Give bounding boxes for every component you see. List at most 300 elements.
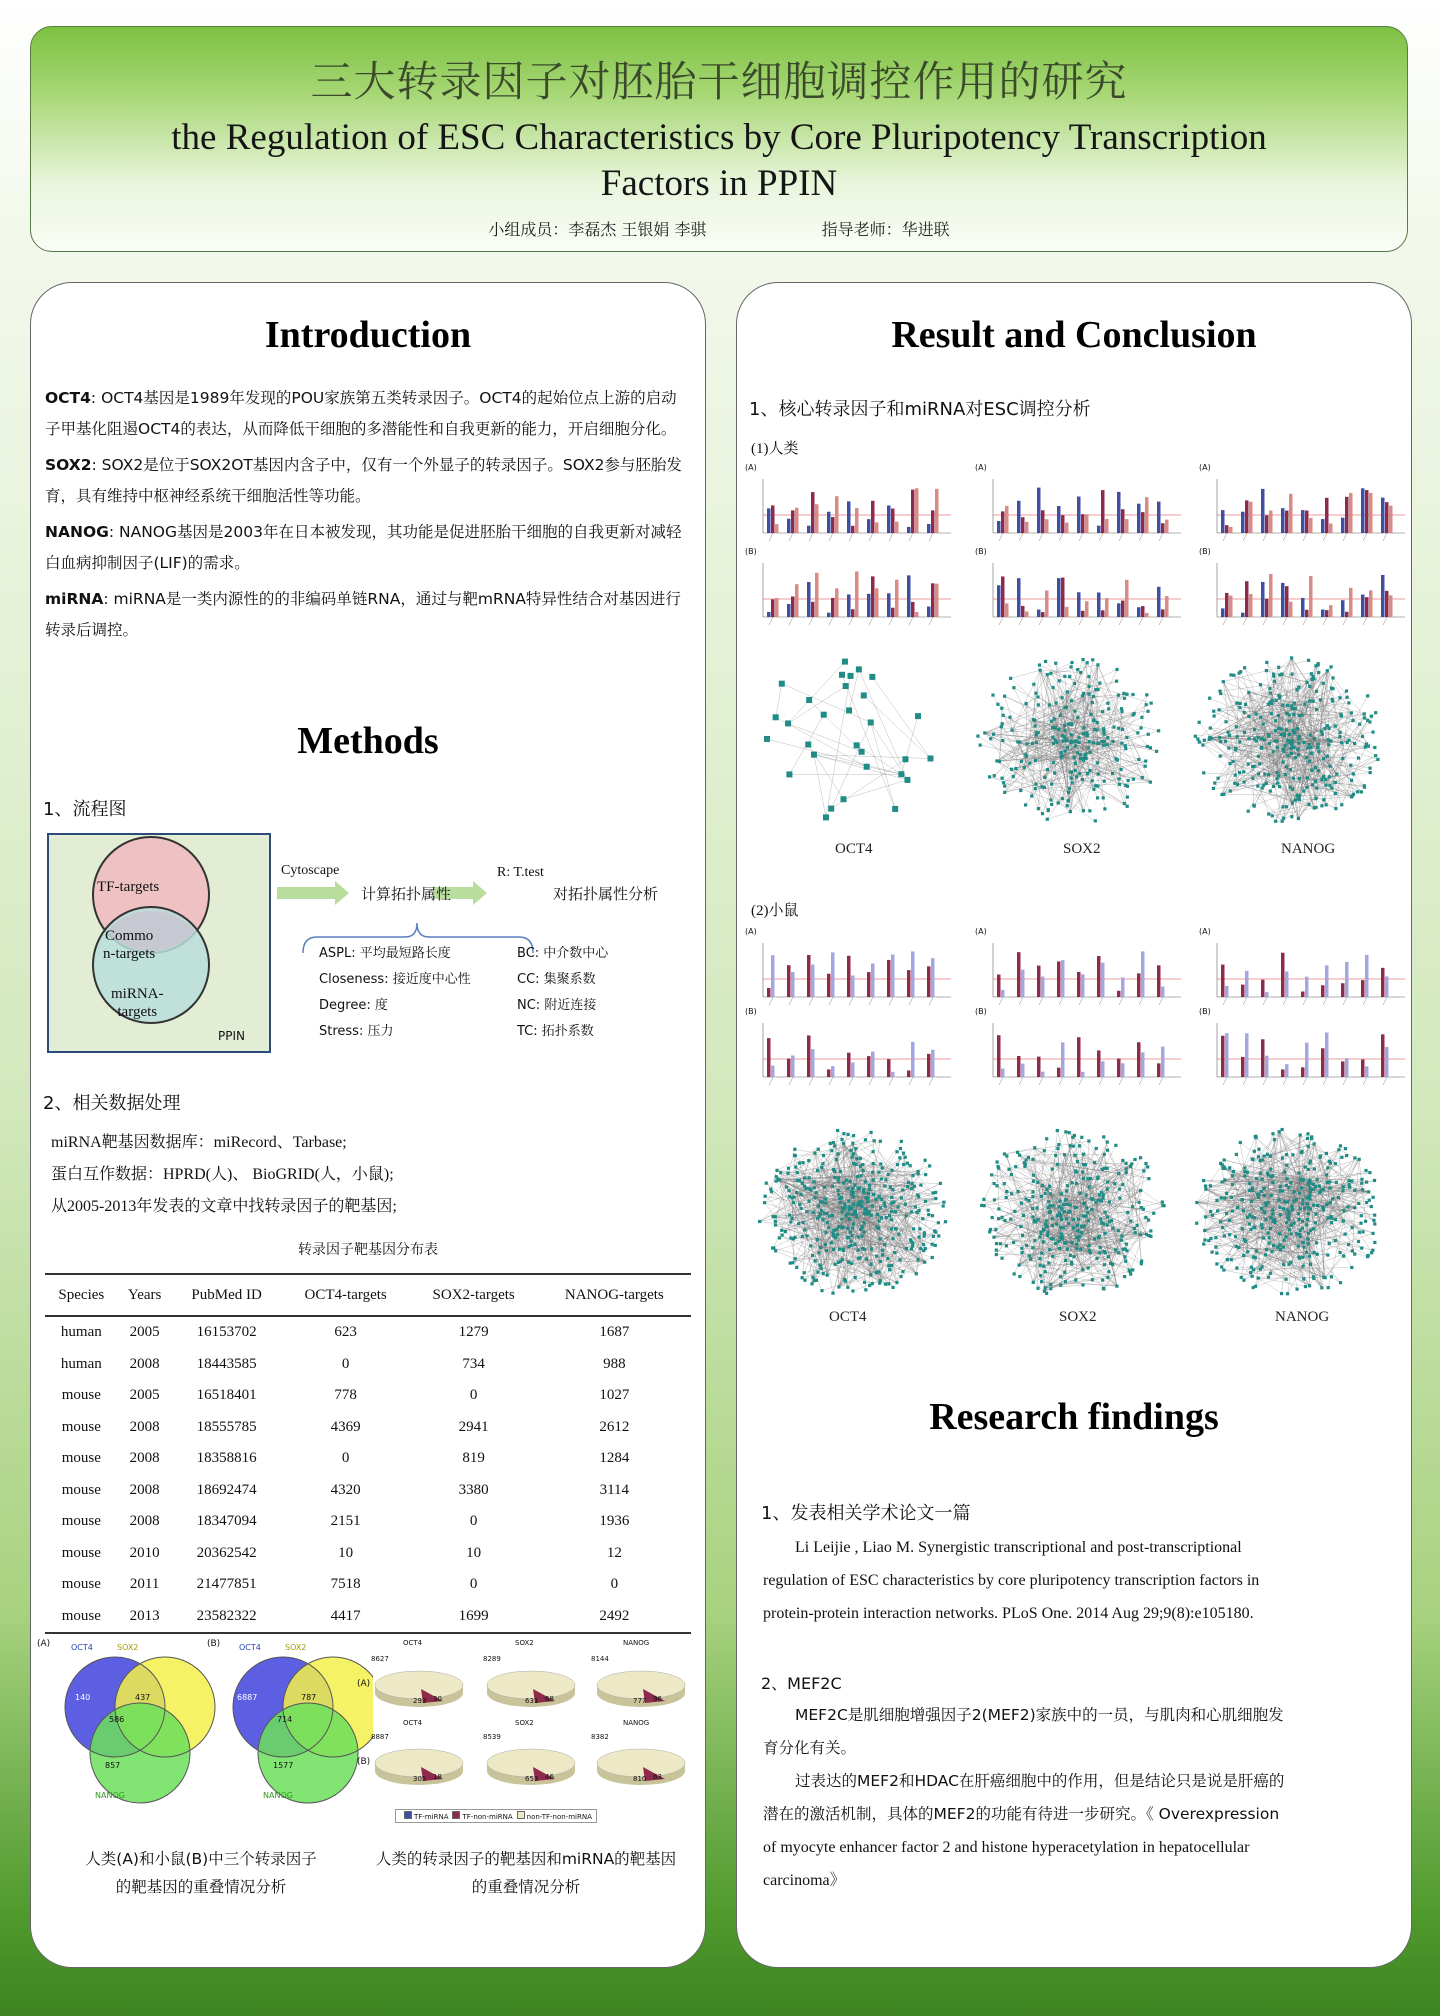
network-node (1147, 1177, 1150, 1180)
network-node (1277, 774, 1280, 777)
network-node (1094, 784, 1097, 787)
mini-bar (1285, 586, 1289, 617)
network-node (1107, 707, 1110, 710)
network-node (1095, 1257, 1098, 1260)
network-node (852, 1222, 855, 1225)
network-node (1123, 697, 1126, 700)
network-node (1060, 751, 1063, 754)
network-node (1330, 1217, 1333, 1220)
network-node (856, 1175, 859, 1178)
network-node (1364, 745, 1367, 748)
pie-legend (395, 1809, 597, 1823)
mini-bar (1017, 1056, 1021, 1077)
network-node (805, 1234, 808, 1237)
network-node (831, 1185, 834, 1188)
mini-bar (1341, 518, 1345, 533)
pie-label: 777 (633, 1697, 647, 1705)
network-node (1262, 722, 1265, 725)
mini-bar (1097, 592, 1101, 617)
network-node (837, 1285, 840, 1288)
mini-bar (1101, 1061, 1105, 1077)
mini-bar (887, 505, 891, 533)
publication-line3: protein-protein interaction networks. PLoS One. 2014 Aug 29;9(8):e105180. (763, 1605, 1254, 1622)
mef2c-line2: 育分化有关。 (763, 1739, 857, 1757)
pie-label: 8627 (371, 1655, 389, 1663)
network-node (1129, 1219, 1132, 1222)
network-node (1081, 1170, 1084, 1173)
network-node (890, 1264, 893, 1267)
network-node (1091, 1278, 1094, 1281)
network-node (1307, 1145, 1310, 1148)
network-node (1060, 1192, 1063, 1195)
network-node (819, 1267, 822, 1270)
network-node (1219, 1220, 1222, 1223)
network-node (1106, 702, 1109, 705)
network-node (1243, 1174, 1246, 1177)
advisor: 指导老师：华进联 (821, 220, 950, 239)
mini-chart-tag: (B) (1199, 1007, 1211, 1016)
network-node (860, 1235, 863, 1238)
network-node (1290, 743, 1293, 746)
network-node (905, 1247, 908, 1250)
network-node (997, 1166, 1000, 1169)
network-node (1121, 1183, 1124, 1186)
network-node (1279, 1189, 1282, 1192)
network-node (1022, 1214, 1025, 1217)
network-node (763, 1201, 766, 1204)
mini-bar (827, 1069, 831, 1077)
pie-slice-large (487, 1749, 575, 1777)
table-cell: 2008 (129, 1513, 160, 1530)
mini-bar (891, 1072, 895, 1077)
network-node (1277, 666, 1280, 669)
mini-bar (997, 585, 1001, 617)
network-node (1327, 727, 1330, 730)
network-node (850, 1156, 853, 1159)
network-node (931, 1256, 934, 1259)
network-node (1070, 699, 1073, 702)
network-node (1281, 805, 1284, 808)
network-node (1285, 765, 1288, 768)
network-node (1088, 751, 1091, 754)
network-node (868, 719, 874, 725)
network-node (795, 1266, 798, 1269)
table-cell: 0 (341, 1355, 350, 1372)
network-node (1235, 725, 1238, 728)
pie-label: SOX2 (515, 1639, 534, 1647)
network-node (839, 1201, 842, 1204)
network-node (1286, 1177, 1289, 1180)
network-node (1064, 1259, 1067, 1262)
network-node (1306, 1202, 1309, 1205)
mini-bar (1329, 523, 1333, 533)
network-node (1078, 1144, 1081, 1147)
network-node (1050, 1237, 1053, 1240)
network-node (1334, 1162, 1337, 1165)
network-node (1099, 1246, 1102, 1249)
network-node (819, 1246, 822, 1249)
network-node (1326, 755, 1329, 758)
network-node (1286, 1292, 1289, 1295)
results-heading: Result and Conclusion (891, 314, 1257, 356)
network-node (1107, 1255, 1110, 1258)
mini-bar (1117, 991, 1121, 997)
network-node (1346, 1205, 1349, 1208)
mini-bar (911, 1042, 915, 1077)
network-node (990, 1173, 993, 1176)
table-cell: human (60, 1324, 102, 1341)
network-node (1342, 1209, 1345, 1212)
network-node (1253, 737, 1256, 740)
network-node (1342, 1185, 1345, 1188)
network-node (864, 1180, 867, 1183)
venn-caption-line1: 人类(A)和小鼠(B)中三个转录因子 (85, 1850, 317, 1868)
network-node (813, 1279, 816, 1282)
mini-bar (1261, 489, 1265, 533)
network-node (994, 1228, 997, 1231)
network-node (1292, 1190, 1295, 1193)
mini-chart-tag: (A) (975, 463, 987, 472)
network-node (1133, 1227, 1136, 1230)
mini-bar (1241, 512, 1245, 533)
network-node (1265, 661, 1268, 664)
network-node (842, 1249, 845, 1252)
title-english-line2: Factors in PPIN (600, 163, 838, 204)
network-node (1368, 767, 1371, 770)
def-closeness: Closeness: 接近度中心性 (319, 972, 471, 987)
network-node (1195, 1222, 1198, 1225)
network-node (853, 1210, 856, 1213)
network-node (1257, 772, 1260, 775)
network-node (1118, 1197, 1121, 1200)
pie-slice-large (375, 1749, 463, 1777)
mini-bar (1081, 1072, 1085, 1077)
network-node (1337, 1196, 1340, 1199)
network-node (1087, 1186, 1090, 1189)
network-node (1222, 1268, 1225, 1271)
network-node (910, 1187, 913, 1190)
network-node (864, 1288, 867, 1291)
network-node (1261, 786, 1264, 789)
network-node (1331, 676, 1334, 679)
mini-bar (1137, 504, 1141, 533)
network-node (1230, 1258, 1233, 1261)
mini-bar (1097, 1050, 1101, 1077)
network-node (1092, 788, 1095, 791)
sox2-label: SOX2 (45, 456, 92, 474)
mini-bar (1229, 527, 1233, 533)
network-node (1305, 786, 1308, 789)
network-node (1279, 733, 1282, 736)
network-node (1306, 1196, 1309, 1199)
network-node (1301, 1202, 1304, 1205)
mini-bar-chart (973, 555, 1185, 631)
metric-defs-left (319, 941, 471, 1045)
network-node (1295, 1288, 1298, 1291)
network-node (1289, 768, 1292, 771)
mini-bar (1041, 977, 1045, 997)
network-node (1314, 1221, 1317, 1224)
network-node (1329, 1201, 1332, 1204)
network-node (837, 1261, 840, 1264)
network-node (1018, 1264, 1021, 1267)
network-node (1016, 1190, 1019, 1193)
mini-bar (1285, 511, 1289, 533)
network-node (1115, 668, 1118, 671)
network-node (899, 1147, 902, 1150)
network-node (1044, 1286, 1047, 1289)
table-cell: human (60, 1355, 102, 1372)
network-node (819, 1200, 822, 1203)
network-node (1325, 1203, 1328, 1206)
pie-label: 293 (413, 1697, 427, 1705)
network-node (1104, 1232, 1107, 1235)
network-node (1324, 784, 1327, 787)
network-node (1303, 1207, 1306, 1210)
mini-bar (1105, 598, 1109, 617)
network-node (1269, 1227, 1272, 1230)
network-node (1277, 714, 1280, 717)
network-node (847, 1261, 850, 1264)
network-node (1082, 1163, 1085, 1166)
mini-bar-chart (743, 935, 955, 1011)
network-node (1081, 1283, 1084, 1286)
network-node (1328, 784, 1331, 787)
venn-a-val4: 857 (105, 1761, 121, 1770)
network-node (879, 1140, 882, 1143)
network-node (1288, 1228, 1291, 1231)
network-node (832, 1168, 835, 1171)
network-node (1234, 1235, 1237, 1238)
pie-label: (A) (357, 1679, 371, 1689)
network-node (1108, 1220, 1111, 1223)
network-node (836, 1233, 839, 1236)
pie-slice-large (375, 1671, 463, 1699)
network-node (1055, 1223, 1058, 1226)
network-node (1101, 1279, 1104, 1282)
network-node (1358, 1231, 1361, 1234)
mini-bar (815, 573, 819, 617)
network-node (1005, 1196, 1008, 1199)
network-node (1103, 732, 1106, 735)
network-node (1087, 675, 1090, 678)
mini-bar (891, 955, 895, 997)
network-node (1003, 695, 1006, 698)
network-node (1339, 713, 1342, 716)
mini-bar (1145, 613, 1149, 617)
network-node (1326, 669, 1329, 672)
network-node (1297, 737, 1300, 740)
mef2c-line3: 过表达的MEF2和HDAC在肝癌细胞中的作用，但是结论只是说是肝癌的 (795, 1772, 1285, 1790)
network-node (1050, 720, 1053, 723)
network-node (1372, 1196, 1375, 1199)
mini-bar (1101, 610, 1105, 617)
network-node (1322, 1276, 1325, 1279)
network-node (937, 1234, 940, 1237)
mini-bar (775, 524, 779, 533)
network-node (1228, 734, 1231, 737)
table-cell: 0 (469, 1513, 478, 1530)
publication (763, 1531, 1259, 1630)
network-node (883, 1201, 886, 1204)
network-node (1024, 702, 1027, 705)
network-node (1290, 656, 1293, 659)
network-node (1106, 743, 1109, 746)
network-node (1061, 797, 1064, 800)
network-node (1019, 1225, 1022, 1228)
mini-bar-chart (743, 1015, 955, 1091)
mini-bar (1017, 578, 1021, 617)
network-node (1087, 1139, 1090, 1142)
table-row (45, 1316, 691, 1349)
network-node (1234, 748, 1237, 751)
network-node (1080, 1231, 1083, 1234)
network-node (835, 1228, 838, 1231)
network-node (1340, 803, 1343, 806)
left-panel (30, 282, 706, 1968)
network-node (1082, 732, 1085, 735)
publication-line2: regulation of ESC characteristics by core pluripotency transcription factors in (763, 1572, 1260, 1589)
network-node (1009, 1218, 1012, 1221)
network-node (1370, 715, 1373, 718)
network-node (1228, 762, 1231, 765)
network-node (1309, 734, 1312, 737)
network-node (840, 1138, 843, 1141)
mini-bar (1281, 583, 1285, 617)
network-node (1278, 1130, 1281, 1133)
network-graph (753, 1123, 953, 1303)
venn-common-label (103, 927, 155, 963)
network-node (1016, 1151, 1019, 1154)
network-node (1118, 1188, 1121, 1191)
network-node (1314, 1212, 1317, 1215)
network-node (1146, 1165, 1149, 1168)
network-node (869, 674, 875, 680)
network-node (1098, 1251, 1101, 1254)
network-node (1276, 782, 1279, 785)
network-node (1290, 672, 1293, 675)
network-node (1027, 1199, 1030, 1202)
network-node (1106, 1140, 1109, 1143)
network-node (1353, 1252, 1356, 1255)
network-node (1005, 1190, 1008, 1193)
network-node (853, 1243, 856, 1246)
network-node (1267, 773, 1270, 776)
table-cell: 2008 (129, 1418, 160, 1435)
network-node (1330, 686, 1333, 689)
network-node (1068, 787, 1071, 790)
pie-label: 8289 (483, 1655, 501, 1663)
network-node (1229, 673, 1232, 676)
network-node (1003, 1182, 1006, 1185)
network-node (1238, 706, 1241, 709)
network-node (1302, 1265, 1305, 1268)
mini-bar (911, 490, 915, 533)
network-node (1280, 727, 1283, 730)
mirna-label: miRNA (45, 590, 104, 608)
network-node (789, 1220, 792, 1223)
network-node (1145, 703, 1148, 706)
network-node (881, 1166, 884, 1169)
network-node (1082, 809, 1085, 812)
mini-bar (1381, 968, 1385, 997)
network-node (862, 1169, 865, 1172)
network-node (883, 1243, 886, 1246)
network-node (1370, 1205, 1373, 1208)
network-node (1322, 682, 1325, 685)
network-node (772, 1246, 775, 1249)
network-node (1036, 1287, 1039, 1290)
network-node (1125, 736, 1128, 739)
network-node (1312, 1188, 1315, 1191)
nanog-label: NANOG (45, 523, 109, 541)
network-node (1255, 1177, 1258, 1180)
network-node (1000, 777, 1003, 780)
network-node (1075, 775, 1078, 778)
network-node (1307, 659, 1310, 662)
network-node (885, 1216, 888, 1219)
network-node (1281, 820, 1284, 823)
network-node (805, 742, 811, 748)
network-node (1031, 1190, 1034, 1193)
table-cell: mouse (61, 1544, 101, 1561)
network-node (786, 1171, 789, 1174)
network-node (821, 1162, 824, 1165)
mini-bar (1389, 506, 1393, 533)
network-node (1198, 740, 1201, 743)
mini-bar (1249, 594, 1253, 617)
network-node (1067, 1222, 1070, 1225)
network-node (1291, 788, 1294, 791)
methods-heading: Methods (297, 720, 439, 762)
network-node (1246, 1250, 1249, 1253)
network-node (1074, 769, 1077, 772)
network-node (852, 1134, 855, 1137)
mini-bar (815, 504, 819, 533)
network-node (851, 1187, 854, 1190)
table-cell: 2011 (129, 1576, 160, 1593)
network-node (796, 1179, 799, 1182)
network-node (1056, 1147, 1059, 1150)
table-row (45, 1569, 691, 1601)
mini-bar (1161, 523, 1165, 533)
network-node (1253, 728, 1256, 731)
network-node (1265, 1204, 1268, 1207)
network-node (1196, 737, 1199, 740)
network-node (846, 1286, 849, 1289)
network-node (1272, 1219, 1275, 1222)
network-node (1235, 1245, 1238, 1248)
network-node (1048, 703, 1051, 706)
network-node (1057, 1240, 1060, 1243)
network-node (808, 1176, 811, 1179)
mini-bar (1341, 1061, 1345, 1077)
network-node (911, 1244, 914, 1247)
network-node (1260, 747, 1263, 750)
network-node (1239, 1141, 1242, 1144)
mini-bar (1125, 580, 1129, 617)
network-node (1214, 1236, 1217, 1239)
network-node (1080, 1136, 1083, 1139)
network-node (1016, 740, 1019, 743)
network-node (1132, 777, 1135, 780)
mef2c-line1: MEF2C是肌细胞增强因子2(MEF2)家族中的一员，与肌肉和心肌细胞发 (795, 1706, 1284, 1724)
network-node (928, 1164, 931, 1167)
network-node (1282, 760, 1285, 763)
mini-bar-chart (1197, 555, 1409, 631)
network-node (1044, 1270, 1047, 1273)
venn-b (233, 1657, 373, 1803)
